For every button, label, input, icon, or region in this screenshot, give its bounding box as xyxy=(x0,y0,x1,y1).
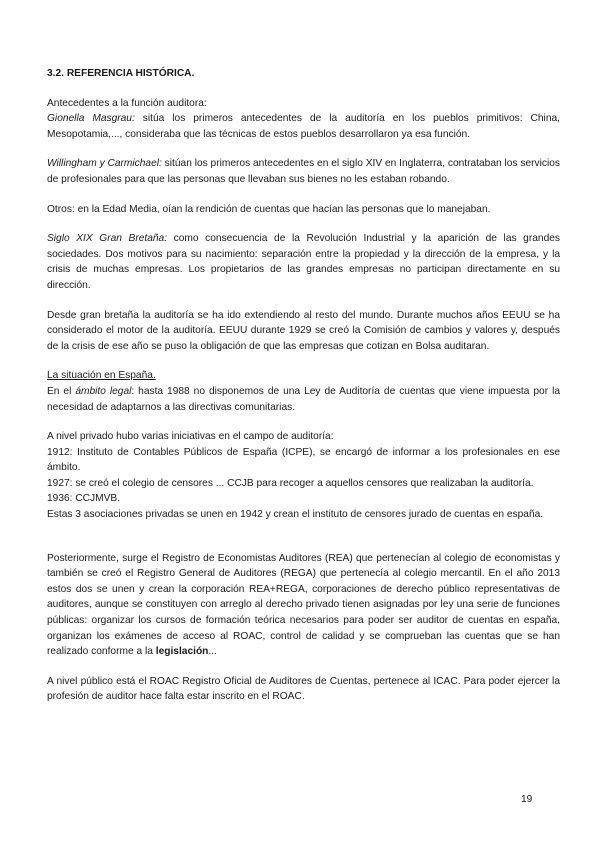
text-1912: 1912: Instituto de Contables Públicos de España (ICPE), se encargó de informar a los profesionales en ese ámbito. xyxy=(47,446,560,474)
paragraph-masgrau xyxy=(47,111,560,142)
text-privado-intro: A nivel privado hubo varias iniciativas en el campo de auditoría: xyxy=(47,431,334,443)
author-masgrau: Gionella Masgrau: xyxy=(47,113,135,125)
page-number: 19 xyxy=(521,794,533,805)
text-willingham: sitúan los primeros antecedentes en el siglo XIV en Inglaterra, contrataban los servicios de profesionales para que las personas que llevaban sus bienes no les estaban robando. xyxy=(47,158,560,185)
paragraph-rea-rega xyxy=(47,551,560,660)
author-willingham: Willingham y Carmichael: xyxy=(47,158,162,170)
paragraph-siglo-xix xyxy=(47,231,560,293)
section-heading: 3.2. REFERENCIA HISTÓRICA. xyxy=(47,68,195,79)
paragraph-roac: A nivel público está el ROAC Registro Oficial de Auditores de Cuentas, pertenece al ICAC. Para poder ejercer la profesión de auditor hace falta estar inscrito en el ROAC. xyxy=(47,675,560,703)
text-rea-rega: Posteriormente, surge el Registro de Economistas Auditores (REA) que pertenecían al colegio de economistas y también se creó el Registro General de Auditores (REGA) que pertenecía al colegio mercantil. En el año 2013 estos dos se unen y crean la corporación REA+REGA, corporaciones de derecho público representativas de auditores, aunque se constituyen con arreglo al derecho privado tienen asignadas por ley una serie de funciones públicas: organizar los cursos de formación teórica necesarios para poder ser auditor de cuentas en españa, organizan los exámenes de acceso al ROAC, control de calidad y se comprueban las cuentas que se han realizado conforme a la xyxy=(47,552,560,658)
text-masgrau: sitúa los primeros antecedentes de la auditoría en los pueblos primitivos: China, Mesopotamia,..., consideraba que las técnicas de estos pueblos desarrollaron ya esa función. xyxy=(47,113,560,140)
text-ambito-italic: ámbito legal xyxy=(75,385,132,397)
text-ambito-after: : hasta 1988 no disponemos de una Ley de Auditoría de cuentas que viene impuesta por la necesidad de adaptarnos a las directivas comunitarias. xyxy=(47,385,560,413)
paragraph-ambito-legal xyxy=(47,384,560,415)
paragraph-expansion: Desde gran bretaña la auditoría se ha ido extendiendo al resto del mundo. Durante muchos años EEUU se ha considerado el motor de la auditoría. EEUU durante 1929 se creó la Comisión de cambios y valores y, después de la crisis de ese año se puso la obligación de que las empresas que cotizan en Bolsa auditaran. xyxy=(47,309,560,352)
spain-subtitle: La situación en España. xyxy=(47,370,156,382)
text-1942: Estas 3 asociaciones privadas se unen en 1942 y crean el instituto de censores jurado de cuentas en españa. xyxy=(47,509,544,521)
text-1927: 1927: se creó el colegio de censores ... CCJB para recoger a aquellos censores que realizaban la auditoría. xyxy=(47,477,534,489)
document-body xyxy=(47,66,560,719)
intro-label: Antecedentes a la función auditora: xyxy=(47,97,207,109)
paragraph-willingham xyxy=(47,156,560,187)
lead-siglo-xix: Siglo XIX Gran Bretaña: xyxy=(47,233,168,245)
paragraph-otros: Otros: en la Edad Media, oían la rendición de cuentas que hacían las personas que lo manejaban. xyxy=(47,203,491,215)
paragraph-nivel-privado xyxy=(47,429,560,523)
text-siglo-xix: como consecuencia de la Revolución Industrial y la aparición de las grandes sociedades. Dos motivos para su nacimiento: separación entre la propiedad y la dirección de la empresa, y la crisis de muchas empresas. Los propietarios de las grandes empresas no participan directamente en su dirección. xyxy=(47,233,560,291)
text-rea-rega-end: ... xyxy=(208,646,217,658)
text-legislacion: legislación xyxy=(155,646,209,658)
text-1936: 1936: CCJMVB. xyxy=(47,493,121,505)
text-ambito-before: En el xyxy=(47,385,76,397)
